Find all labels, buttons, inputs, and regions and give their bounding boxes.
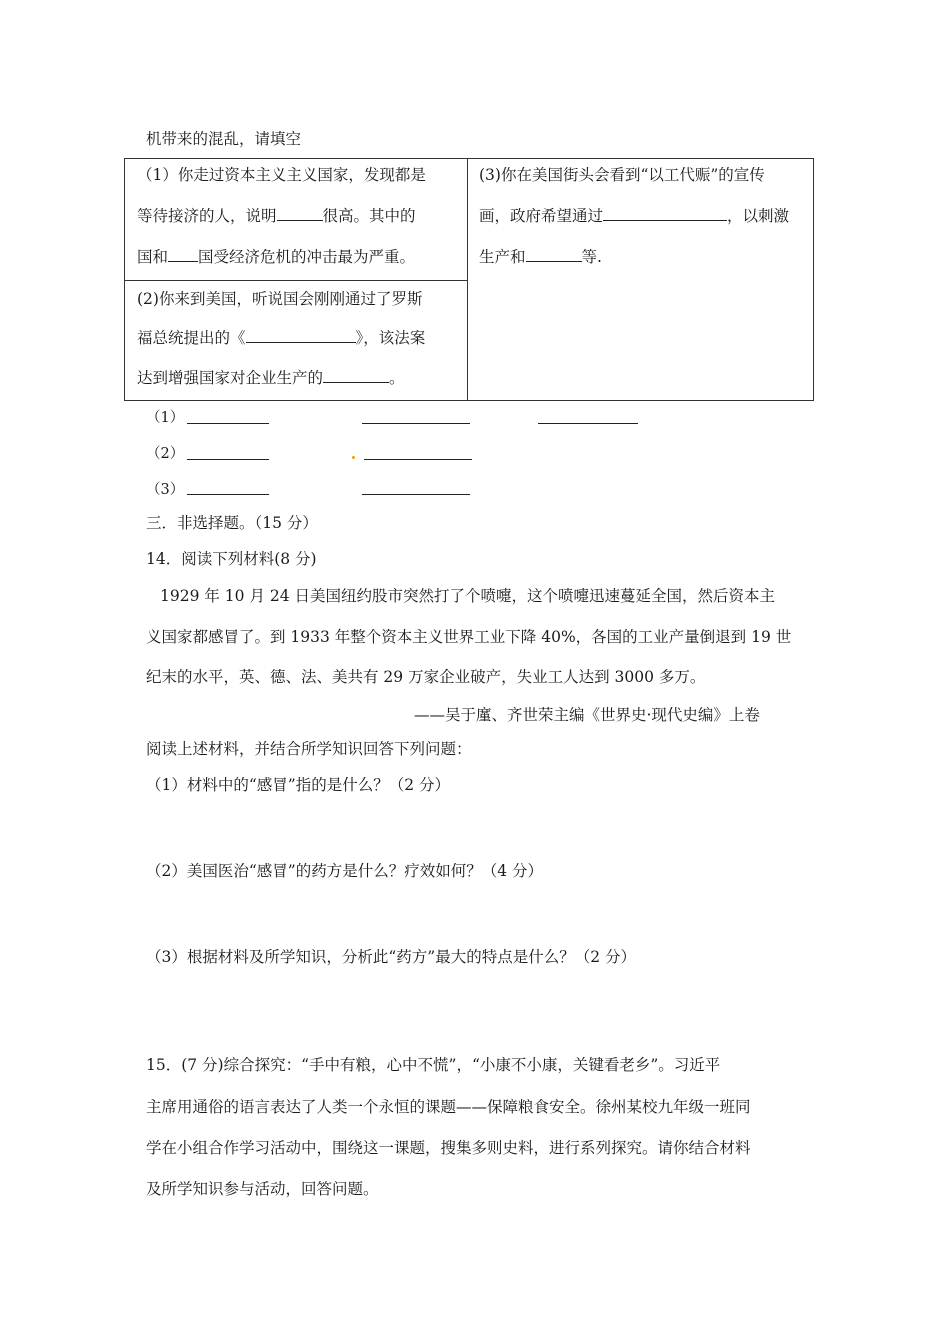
q14-sub2: （2）美国医治“感冒”的药方是什么？疗效如何？（4 分） [146, 862, 544, 880]
answer-label-2: （2） [146, 446, 185, 462]
q14-title: 14．阅读下列材料(8 分) [146, 550, 317, 568]
q15-line1: 15．(7 分)综合探究：“手中有粮，心中不慌”，“小康不小康，关键看老乡”。习近平 [146, 1056, 721, 1074]
answer-blank[interactable] [538, 423, 638, 424]
q14-para-line2: 义国家都感冒了。到 1933 年整个资本主义世界工业下降 40%，各国的工业产量倒退到 19 世 [146, 628, 792, 646]
answer-blank[interactable] [364, 459, 472, 460]
stray-dot [352, 456, 355, 459]
q14-source: ——吴于廑、齐世荣主编《世界史·现代史编》上卷 [414, 706, 760, 724]
cell1-line2: 等待接济的人，说明 很高。其中的 [137, 196, 416, 237]
blank[interactable] [323, 366, 389, 383]
cell3-line3: 生产和 等. [479, 237, 602, 278]
answer-label-3: （3） [146, 482, 185, 498]
fill-in-table [124, 158, 814, 401]
q14-sub3: （3）根据材料及所学知识，分析此“药方”最大的特点是什么？（2 分） [146, 948, 637, 966]
answer-blank[interactable] [362, 494, 470, 495]
blank[interactable] [526, 245, 582, 262]
answer-blank[interactable] [187, 494, 269, 495]
cell2-line2: 福总统提出的《 》，该法案 [137, 318, 425, 359]
q15-line2: 主席用通俗的语言表达了人类一个永恒的课题——保障粮食安全。徐州某校九年级一班同 [146, 1098, 751, 1116]
cell1-line3: 国和 国受经济危机的冲击最为严重。 [137, 237, 415, 278]
q14-para-line3: 纪末的水平，英、德、法、美共有 29 万家企业破产，失业工人达到 3000 多万。 [146, 668, 706, 686]
section-3-heading: 三．非选择题。（15 分） [146, 514, 318, 532]
table-divider-vertical [467, 159, 468, 400]
answer-blank[interactable] [187, 423, 269, 424]
answer-blank[interactable] [187, 459, 269, 460]
answer-blank[interactable] [362, 423, 470, 424]
cell3-line1: (3)你在美国街头会看到“以工代赈”的宣传 [479, 166, 765, 184]
blank[interactable] [168, 245, 198, 262]
cell2-line3: 达到增强国家对企业生产的 。 [137, 358, 405, 399]
intro-text: 机带来的混乱，请填空 [146, 130, 302, 148]
cell3-line2: 画，政府希望通过 ，以刺激 [479, 196, 789, 237]
q14-para-line1: 1929 年 10 月 24 日美国纽约股市突然打了个喷嚏，这个喷嚏迅速蔓延全国，然后资本主 [160, 587, 776, 605]
q15-line3: 学在小组合作学习活动中，围绕这一课题，搜集多则史料，进行系列探究。请你结合材料 [146, 1139, 751, 1157]
q14-sub1: （1）材料中的“感冒”指的是什么？（2 分） [146, 776, 450, 794]
q15-line4: 及所学知识参与活动，回答问题。 [146, 1180, 379, 1198]
q14-instruction: 阅读上述材料，并结合所学知识回答下列问题： [146, 740, 472, 758]
blank[interactable] [603, 204, 727, 221]
answer-label-1: （1） [146, 410, 185, 426]
cell1-line1: （1）你走过资本主义主义国家，发现都是 [137, 166, 426, 184]
blank[interactable] [277, 204, 323, 221]
cell2-line1: (2)你来到美国，听说国会刚刚通过了罗斯 [137, 290, 423, 308]
blank[interactable] [246, 326, 356, 343]
